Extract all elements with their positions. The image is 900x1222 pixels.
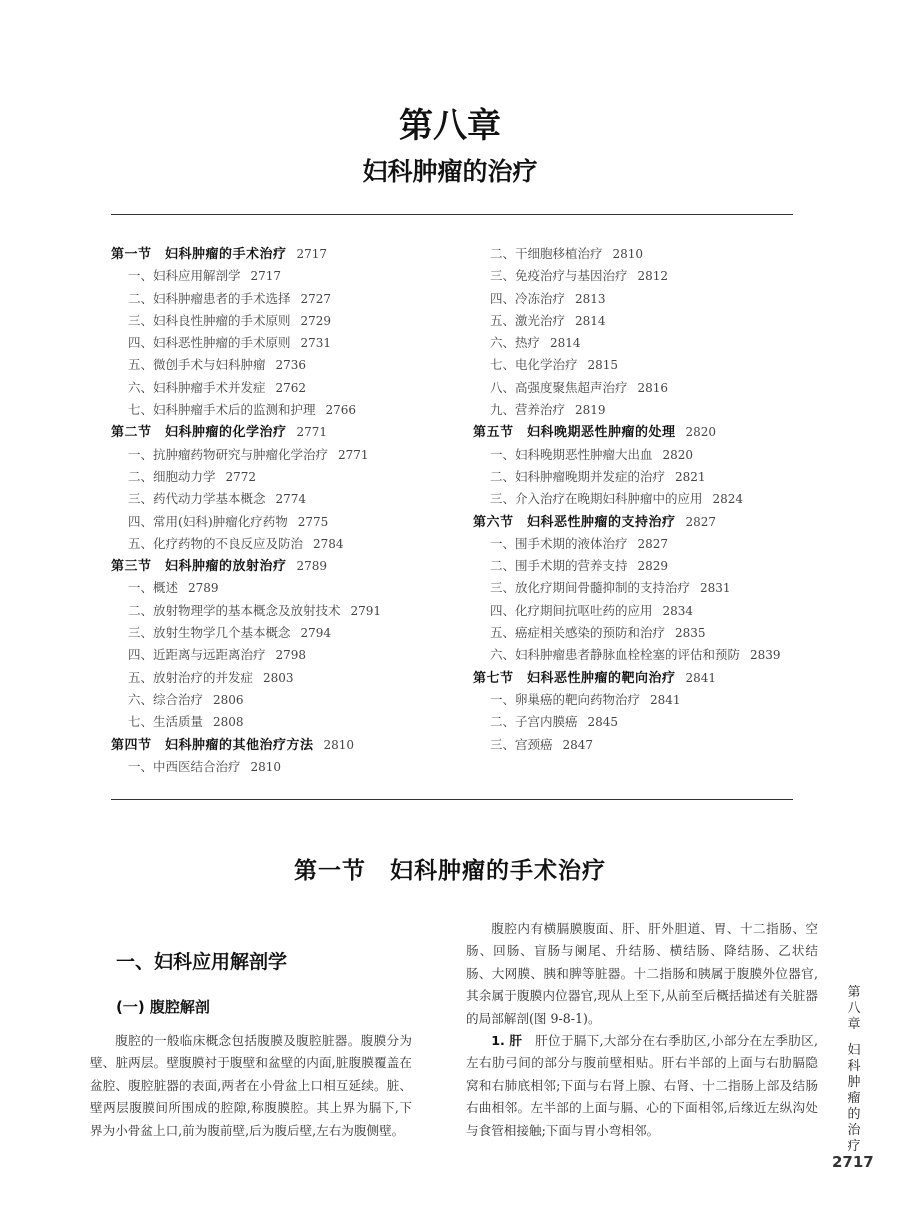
heading-level-1: 一、妇科应用解剖学 — [116, 951, 288, 973]
toc-entry-title: 六、综合治疗 — [128, 691, 204, 707]
toc-item-entry — [473, 354, 803, 376]
toc-item-entry — [473, 265, 803, 287]
left-body-paragraph: 腹腔的一般临床概念包括腹膜及腹腔脏器。腹膜分为壁、脏两层。壁腹膜衬于腹壁和盆壁的内面,脏腹膜覆盖在盆腔、腹腔脏器的表面,两者在小骨盆上口相互延续。脏、壁两层腹膜间所围成的腔隙,称腹膜腔。其上界为膈下,下界为小骨盆上口,前为腹前壁,后为腹后壁,左右为腹侧壁。 — [90, 1033, 412, 1138]
toc-item-entry — [111, 288, 466, 310]
toc-entry-page: 2810 — [323, 737, 355, 752]
toc-item-entry — [111, 756, 466, 778]
toc-entry-page: 2831 — [700, 581, 731, 596]
toc-entry-title: 六、妇科肿瘤手术并发症 — [128, 379, 266, 395]
toc-entry-title: 七、妇科肿瘤手术后的监测和护理 — [128, 402, 316, 418]
toc-entry-title: 一、围手术期的液体治疗 — [490, 535, 628, 551]
side-chapter-title: 妇 科 肿 瘤 的 治 疗 — [847, 1043, 861, 1154]
toc-entry-title: 二、妇科肿瘤晚期并发症的治疗 — [490, 468, 666, 484]
toc-entry-page: 2820 — [662, 447, 694, 462]
toc-entry-page: 2717 — [296, 247, 328, 261]
toc-entry-title: 三、妇科良性肿瘤的手术原则 — [128, 312, 291, 328]
toc-entry-page: 2847 — [562, 737, 594, 752]
toc-entry-title: 七、电化学治疗 — [490, 357, 578, 373]
toc-item-entry — [473, 689, 803, 711]
toc-item-entry — [111, 533, 466, 555]
heading-level-2: (一) 腹腔解剖 — [116, 998, 210, 1016]
toc-entry-page: 2789 — [188, 581, 219, 596]
right-body-paragraph-2 — [466, 1030, 818, 1142]
toc-entry-title: 一、中西医结合治疗 — [128, 758, 241, 774]
toc-item-entry — [473, 288, 803, 310]
toc-item-entry — [473, 711, 803, 733]
toc-item-entry — [111, 354, 466, 376]
toc-item-entry — [111, 399, 466, 421]
toc-entry-page: 2814 — [550, 336, 581, 351]
toc-entry-page: 2771 — [338, 447, 369, 462]
toc-item-entry — [473, 600, 803, 622]
toc-entry-title: 二、妇科肿瘤患者的手术选择 — [128, 290, 291, 306]
toc-entry-page: 2813 — [575, 291, 606, 306]
toc-entry-title: 四、常用(妇科)肿瘤化疗药物 — [128, 513, 288, 529]
toc-entry-title: 二、围手术期的营养支持 — [490, 558, 628, 574]
toc-entry-page: 2810 — [612, 247, 644, 261]
toc-item-entry — [473, 310, 803, 332]
toc-entry-title: 五、激光治疗 — [490, 312, 566, 328]
toc-entry-page: 2815 — [587, 358, 619, 373]
right-body-paragraph-1: 腹腔内有横膈膜腹面、肝、肝外胆道、胃、十二指肠、空肠、回肠、盲肠与阑尾、升结肠、横结肠、降结肠、乙状结肠、大网膜、胰和脾等脏器。十二指肠和胰属于腹膜外位器官,其余属于腹膜内位器官,现从上至下,从前至后概括描述有关脏器的局部解剖(图 9-8-1)。 — [466, 921, 818, 1026]
toc-section-entry — [111, 555, 466, 577]
toc-item-entry — [111, 265, 466, 287]
toc-entry-title: 一、妇科晚期恶性肿瘤大出血 — [490, 446, 653, 462]
toc-right-column — [473, 243, 803, 756]
toc-entry-page: 2827 — [685, 514, 717, 529]
liver-text: 肝位于膈下,大部分在右季肋区,小部分在左季肋区,左右肋弓间的部分与腹前壁相贴。肝右半部的上面与右肋膈隐窝和右肺底相邻;下面与右肾上腺、右肾、十二指肠上部及结肠右曲相邻。左半部的上面与膈、心的下面相邻,后缘近左纵沟处与食管相接触;下面与胃小弯相邻。 — [466, 1033, 819, 1138]
toc-entry-page: 2806 — [213, 692, 244, 707]
toc-entry-title: 五、微创手术与妇科肿瘤 — [128, 357, 266, 373]
liver-lead-label: 1. 肝 — [491, 1033, 523, 1048]
toc-entry-title: 五、癌症相关感染的预防和治疗 — [490, 625, 666, 641]
toc-entry-page: 2814 — [575, 313, 606, 328]
toc-section-entry — [111, 421, 466, 443]
toc-entry-page: 2731 — [300, 336, 332, 351]
toc-entry-title: 四、冷冻治疗 — [490, 290, 566, 306]
toc-entry-page: 2829 — [637, 559, 669, 574]
toc-item-entry — [111, 444, 466, 466]
toc-entry-title: 四、近距离与远距离治疗 — [128, 647, 266, 663]
toc-entry-page: 2717 — [250, 269, 282, 284]
toc-entry-page: 2762 — [275, 380, 307, 395]
toc-entry-title: 三、宫颈癌 — [490, 736, 553, 752]
toc-entry-page: 2727 — [300, 291, 332, 306]
toc-entry-page: 2819 — [575, 403, 606, 418]
toc-section-entry — [111, 243, 466, 265]
toc-left-column — [111, 243, 466, 778]
toc-item-entry — [473, 466, 803, 488]
toc-entry-page: 2812 — [637, 269, 669, 284]
toc-entry-page: 2816 — [637, 380, 669, 395]
toc-entry-page: 2772 — [225, 469, 257, 484]
toc-entry-title: 二、干细胞移植治疗 — [490, 246, 603, 261]
toc-item-entry — [473, 622, 803, 644]
toc-item-entry — [111, 577, 466, 599]
toc-entry-page: 2808 — [213, 715, 244, 730]
toc-item-entry — [473, 577, 803, 599]
toc-entry-page: 2803 — [263, 670, 294, 685]
toc-item-entry — [473, 555, 803, 577]
toc-entry-title: 五、放射治疗的并发症 — [128, 669, 254, 685]
toc-entry-title: 二、放射物理学的基本概念及放射技术 — [128, 602, 341, 618]
toc-item-entry — [473, 332, 803, 354]
toc-entry-page: 2729 — [300, 313, 332, 328]
toc-entry-title: 二、细胞动力学 — [128, 468, 216, 484]
toc-entry-page: 2791 — [350, 603, 382, 618]
toc-entry-page: 2845 — [587, 715, 619, 730]
toc-item-entry — [111, 600, 466, 622]
toc-entry-page: 2789 — [296, 559, 328, 574]
toc-entry-title: 六、热疗 — [490, 335, 541, 351]
toc-entry-page: 2841 — [650, 692, 681, 707]
toc-item-entry — [111, 488, 466, 510]
toc-item-entry — [473, 533, 803, 555]
toc-section-entry — [111, 734, 466, 756]
toc-item-entry — [473, 243, 803, 265]
toc-entry-title: 一、妇科应用解剖学 — [128, 268, 241, 284]
toc-item-entry — [111, 511, 466, 533]
toc-entry-title: 四、化疗期间抗呕吐药的应用 — [490, 602, 653, 618]
toc-entry-title: 第三节 妇科肿瘤的放射治疗 — [111, 559, 287, 575]
toc-item-entry — [111, 689, 466, 711]
toc-entry-page: 2835 — [675, 626, 706, 641]
toc-item-entry — [111, 332, 466, 354]
toc-entry-title: 一、概述 — [128, 580, 179, 596]
toc-entry-page: 2821 — [675, 469, 706, 484]
toc-entry-title: 一、抗肿瘤药物研究与肿瘤化学治疗 — [128, 446, 329, 462]
toc-item-entry — [111, 310, 466, 332]
toc-entry-title: 第七节 妇科恶性肿瘤的靶向治疗 — [473, 670, 676, 686]
toc-entry-page: 2810 — [250, 759, 282, 774]
toc-entry-page: 2798 — [275, 648, 307, 663]
toc-entry-title: 第五节 妇科晚期恶性肿瘤的处理 — [473, 425, 676, 441]
toc-entry-page: 2771 — [296, 425, 328, 440]
toc-entry-title: 八、高强度聚焦超声治疗 — [490, 379, 628, 395]
toc-item-entry — [111, 711, 466, 733]
toc-item-entry — [473, 377, 803, 399]
toc-entry-page: 2736 — [275, 358, 307, 373]
toc-entry-page: 2827 — [637, 536, 669, 551]
toc-item-entry — [111, 644, 466, 666]
side-chapter-label — [846, 985, 862, 1155]
toc-section-entry — [473, 421, 803, 443]
toc-entry-title: 七、生活质量 — [128, 714, 204, 730]
toc-entry-title: 五、化疗药物的不良反应及防治 — [128, 535, 304, 551]
toc-bottom-divider — [111, 799, 793, 800]
toc-entry-page: 2834 — [662, 603, 694, 618]
toc-item-entry — [473, 399, 803, 421]
toc-entry-title: 第四节 妇科肿瘤的其他治疗方法 — [111, 737, 314, 753]
chapter-number: 第八章 — [399, 106, 501, 146]
toc-item-entry — [473, 734, 803, 756]
toc-item-entry — [473, 644, 803, 666]
side-chapter-number: 第 八 章 — [847, 985, 861, 1032]
toc-entry-title: 第二节 妇科肿瘤的化学治疗 — [111, 425, 287, 441]
toc-item-entry — [111, 466, 466, 488]
toc-top-divider — [111, 214, 793, 215]
toc-entry-page: 2775 — [297, 514, 329, 529]
toc-section-entry — [473, 667, 803, 689]
toc-entry-title: 三、免疫治疗与基因治疗 — [490, 268, 628, 284]
toc-entry-title: 一、卵巢癌的靶向药物治疗 — [490, 691, 641, 707]
toc-entry-title: 第一节 妇科肿瘤的手术治疗 — [111, 247, 287, 262]
toc-entry-page: 2794 — [300, 626, 332, 641]
toc-entry-page: 2820 — [685, 425, 717, 440]
toc-entry-page: 2784 — [313, 536, 344, 551]
toc-entry-page: 2841 — [685, 670, 717, 685]
toc-entry-title: 三、药代动力学基本概念 — [128, 491, 266, 507]
page-number: 2717 — [832, 1153, 874, 1171]
section-heading: 第一节 妇科肿瘤的手术治疗 — [294, 858, 606, 884]
toc-item-entry — [111, 667, 466, 689]
toc-entry-title: 三、介入治疗在晚期妇科肿瘤中的应用 — [490, 491, 703, 507]
toc-entry-title: 九、营养治疗 — [490, 402, 566, 418]
toc-entry-title: 三、放化疗期间骨髓抑制的支持治疗 — [490, 580, 691, 596]
toc-entry-page: 2824 — [712, 492, 744, 507]
toc-entry-title: 二、子宫内膜癌 — [490, 714, 578, 730]
toc-item-entry — [473, 444, 803, 466]
toc-item-entry — [111, 622, 466, 644]
toc-entry-title: 四、妇科恶性肿瘤的手术原则 — [128, 335, 291, 351]
toc-entry-title: 六、妇科肿瘤患者静脉血栓栓塞的评估和预防 — [490, 647, 741, 663]
toc-item-entry — [473, 488, 803, 510]
toc-entry-title: 三、放射生物学几个基本概念 — [128, 625, 291, 641]
toc-entry-title: 第六节 妇科恶性肿瘤的支持治疗 — [473, 514, 676, 530]
toc-entry-page: 2766 — [325, 403, 357, 418]
toc-item-entry — [111, 377, 466, 399]
toc-section-entry — [473, 511, 803, 533]
toc-entry-page: 2774 — [275, 492, 307, 507]
toc-entry-page: 2839 — [750, 648, 781, 663]
chapter-title: 妇科肿瘤的治疗 — [362, 157, 538, 186]
